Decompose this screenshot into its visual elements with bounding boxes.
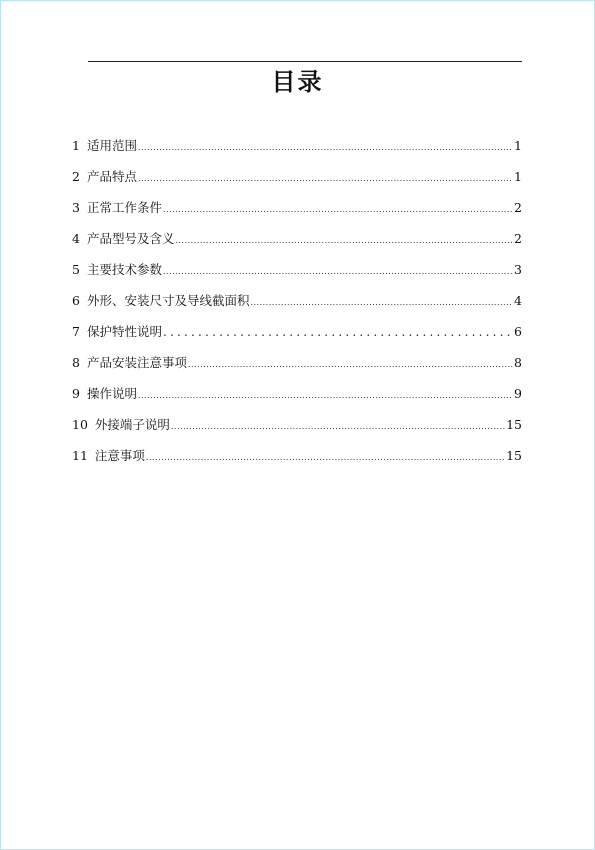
toc-entry-page: 2 bbox=[514, 231, 522, 246]
toc-entry[interactable] bbox=[72, 417, 522, 448]
toc-entry-label: 适用范围 bbox=[86, 138, 137, 153]
toc-entry-page: 3 bbox=[514, 262, 522, 277]
toc-entry-page: 8 bbox=[514, 355, 522, 370]
toc-entry[interactable] bbox=[72, 355, 522, 386]
toc-entry-number: 6 bbox=[72, 293, 80, 308]
toc-dot-leader bbox=[171, 419, 505, 434]
toc-entry-label: 产品特点 bbox=[86, 169, 137, 184]
toc-entry[interactable] bbox=[72, 448, 522, 479]
toc-dot-leader bbox=[138, 140, 513, 155]
toc-dot-leader bbox=[163, 202, 513, 217]
toc-entry-page: 1 bbox=[514, 169, 522, 184]
toc-entry[interactable] bbox=[72, 293, 522, 324]
toc-entry-number: 1 bbox=[72, 138, 80, 153]
page-title: 目录 bbox=[271, 68, 324, 96]
toc-entry-page: 4 bbox=[514, 293, 522, 308]
toc-dot-leader bbox=[163, 325, 513, 340]
toc-entry[interactable] bbox=[72, 324, 522, 355]
toc-dot-leader bbox=[163, 264, 513, 279]
toc-entry[interactable] bbox=[72, 262, 522, 293]
toc-dot-leader bbox=[250, 295, 513, 310]
toc-entry-number: 9 bbox=[72, 386, 80, 401]
header-rule bbox=[88, 61, 522, 62]
toc-dot-leader bbox=[138, 388, 513, 403]
toc-entry-label: 正常工作条件 bbox=[86, 200, 162, 215]
toc-entry-label: 产品安装注意事项 bbox=[86, 355, 187, 370]
table-of-contents bbox=[72, 138, 522, 479]
toc-entry[interactable] bbox=[72, 138, 522, 169]
toc-entry-page: 15 bbox=[506, 448, 522, 463]
toc-entry[interactable] bbox=[72, 200, 522, 231]
toc-entry-page: 6 bbox=[514, 324, 522, 339]
toc-entry-number: 2 bbox=[72, 169, 80, 184]
toc-dot-leader bbox=[188, 357, 513, 372]
toc-dot-leader bbox=[138, 171, 513, 186]
toc-entry-label: 外接端子说明 bbox=[94, 417, 170, 432]
toc-entry-page: 9 bbox=[514, 386, 522, 401]
toc-entry-label: 外形、安装尺寸及导线截面积 bbox=[86, 293, 250, 308]
toc-dot-leader bbox=[146, 450, 505, 465]
toc-entry-number: 10 bbox=[72, 417, 88, 432]
toc-entry[interactable] bbox=[72, 169, 522, 200]
toc-dot-leader bbox=[175, 233, 513, 248]
toc-entry-page: 2 bbox=[514, 200, 522, 215]
toc-entry-label: 主要技术参数 bbox=[86, 262, 162, 277]
toc-entry-number: 5 bbox=[72, 262, 80, 277]
toc-entry-page: 15 bbox=[506, 417, 522, 432]
toc-entry[interactable] bbox=[72, 231, 522, 262]
toc-entry-number: 4 bbox=[72, 231, 80, 246]
toc-entry-number: 7 bbox=[72, 324, 80, 339]
toc-entry-label: 操作说明 bbox=[86, 386, 137, 401]
toc-entry-number: 11 bbox=[72, 448, 88, 463]
toc-entry-number: 3 bbox=[72, 200, 80, 215]
toc-entry-label: 保护特性说明 bbox=[86, 324, 162, 339]
toc-entry[interactable] bbox=[72, 386, 522, 417]
toc-entry-label: 产品型号及含义 bbox=[86, 231, 175, 246]
toc-entry-label: 注意事项 bbox=[94, 448, 145, 463]
toc-entry-number: 8 bbox=[72, 355, 80, 370]
toc-entry-page: 1 bbox=[514, 138, 522, 153]
